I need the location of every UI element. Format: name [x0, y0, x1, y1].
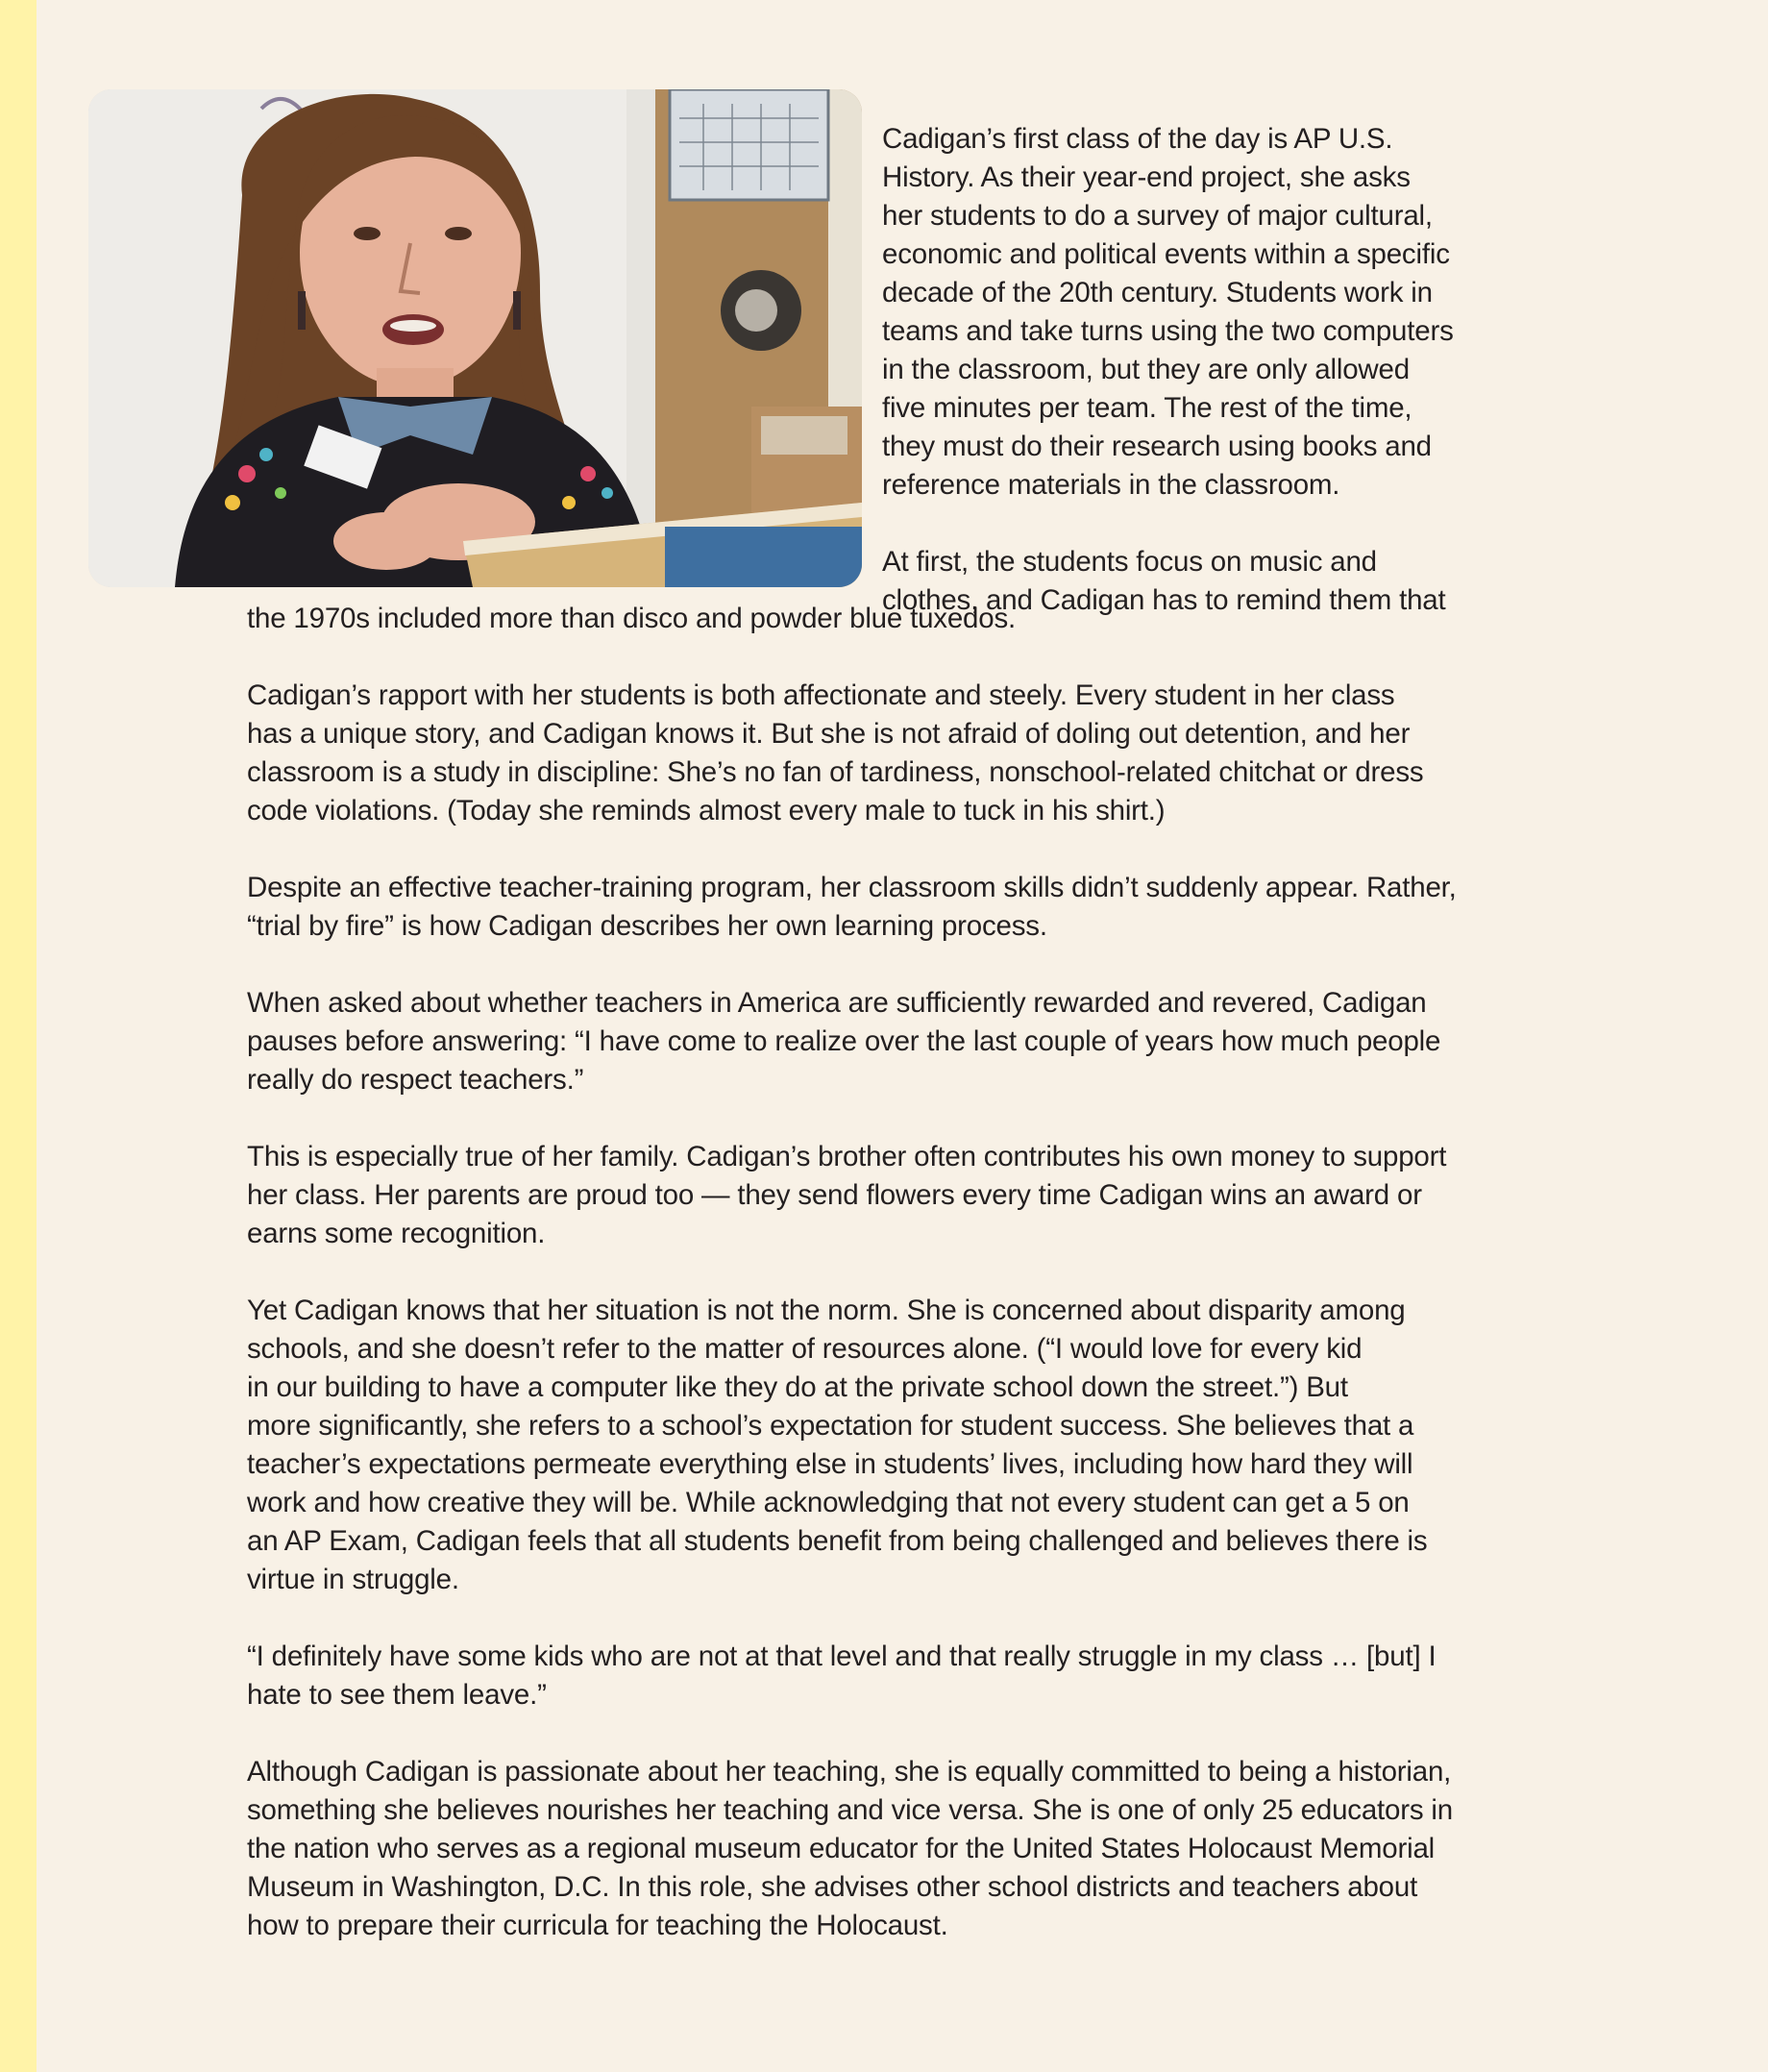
paragraph	[247, 1292, 1535, 1599]
text-line: economic and political events within a specific	[882, 238, 1450, 270]
text-line: Cadigan’s rapport with her students is both affectionate and steely. Every student in her class	[247, 679, 1395, 711]
intro-text-column	[882, 120, 1516, 620]
text-line: Yet Cadigan knows that her situation is not the norm. She is concerned about disparity among	[247, 1295, 1406, 1326]
teacher-photo	[88, 89, 862, 587]
text-line: Although Cadigan is passionate about her teaching, she is equally committed to being a historian,	[247, 1756, 1452, 1788]
text-line: they must do their research using books and	[882, 431, 1432, 462]
paragraph	[247, 1138, 1535, 1253]
left-color-band	[0, 0, 37, 2072]
paragraph	[247, 677, 1535, 830]
text-line: reference materials in the classroom.	[882, 469, 1340, 501]
text-line: clothes, and Cadigan has to remind them that	[882, 584, 1446, 616]
paragraph	[247, 600, 1535, 638]
paragraph	[247, 1753, 1535, 1945]
text-line: teams and take turns using the two computers	[882, 315, 1454, 347]
text-line: At first, the students focus on music and	[882, 546, 1377, 578]
text-line: more significantly, she refers to a school’s expectation for student success. She believes that a	[247, 1410, 1414, 1442]
text-line: “I definitely have some kids who are not at that level and that really struggle in my class … [but] I	[247, 1640, 1436, 1672]
text-line: work and how creative they will be. While acknowledging that not every student can get a 5 on	[247, 1487, 1410, 1518]
text-line: decade of the 20th century. Students work in	[882, 277, 1433, 308]
text-line: teacher’s expectations permeate everything else in students’ lives, including how hard they will	[247, 1448, 1413, 1480]
text-line: hate to see them leave.”	[247, 1679, 547, 1711]
text-line: “trial by fire” is how Cadigan describes her own learning process.	[247, 910, 1047, 942]
text-line: how to prepare their curricula for teaching the Holocaust.	[247, 1910, 948, 1941]
text-line: This is especially true of her family. Cadigan’s brother often contributes his own money to support	[247, 1141, 1447, 1172]
text-line: Despite an effective teacher-training program, her classroom skills didn’t suddenly appear. Rather,	[247, 872, 1457, 903]
text-line: Museum in Washington, D.C. In this role, she advises other school districts and teachers about	[247, 1871, 1418, 1903]
text-line: earns some recognition.	[247, 1218, 546, 1249]
text-line: virtue in struggle.	[247, 1564, 459, 1595]
text-line: really do respect teachers.”	[247, 1064, 584, 1096]
text-line: code violations. (Today she reminds almost every male to tuck in his shirt.)	[247, 795, 1166, 826]
text-line: her students to do a survey of major cultural,	[882, 200, 1433, 232]
text-line: in our building to have a computer like they do at the private school down the street.”) But	[247, 1371, 1348, 1403]
text-line: the nation who serves as a regional museum educator for the United States Holocaust Memorial	[247, 1833, 1435, 1864]
text-line: pauses before answering: “I have come to realize over the last couple of years how much people	[247, 1025, 1441, 1057]
paragraph	[247, 984, 1535, 1099]
text-line: has a unique story, and Cadigan knows it. But she is not afraid of doling out detention, and her	[247, 718, 1411, 750]
text-line: five minutes per team. The rest of the time,	[882, 392, 1412, 424]
text-line: her class. Her parents are proud too — they send flowers every time Cadigan wins an award or	[247, 1179, 1422, 1211]
paragraph	[247, 1638, 1535, 1714]
text-line: Cadigan’s first class of the day is AP U.S.	[882, 123, 1393, 155]
teacher-photo-illustration	[88, 89, 862, 587]
text-line: schools, and she doesn’t refer to the matter of resources alone. (“I would love for every kid	[247, 1333, 1363, 1365]
paragraph	[882, 120, 1516, 505]
text-line: When asked about whether teachers in America are sufficiently rewarded and revered, Cadigan	[247, 987, 1427, 1019]
text-line: classroom is a study in discipline: She’s no fan of tardiness, nonschool-related chitchat or dress	[247, 756, 1424, 788]
paragraph	[247, 869, 1535, 946]
main-text-column	[247, 600, 1535, 1945]
text-line: an AP Exam, Cadigan feels that all students benefit from being challenged and believes there is	[247, 1525, 1428, 1557]
text-line: something she believes nourishes her teaching and vice versa. She is one of only 25 educators in	[247, 1794, 1453, 1826]
text-line: in the classroom, but they are only allowed	[882, 354, 1410, 385]
text-line: History. As their year-end project, she asks	[882, 161, 1411, 193]
text-line: the 1970s included more than disco and powder blue tuxedos.	[247, 603, 1016, 634]
